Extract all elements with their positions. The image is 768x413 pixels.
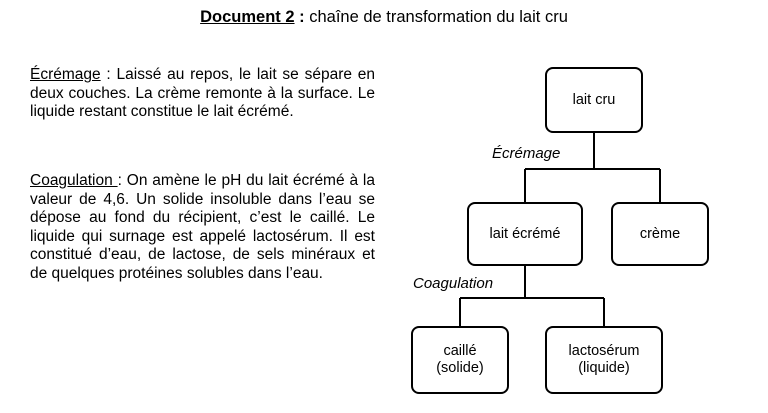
node-creme-label: crème: [639, 225, 681, 242]
term-coagulation: Coagulation: [30, 172, 118, 189]
node-lait-cru: [545, 67, 643, 133]
node-lait-ecreme-label: lait écrémé: [489, 225, 561, 242]
text-ecremage: : Laissé au repos, le lait se sépare en deux couches. La crème remonte à la surface. Le liquide restant constitue le lait écrémé.: [30, 66, 375, 120]
text-coagulation: : On amène le pH du lait écrémé à la valeur de 4,6. Un solide insoluble dans l’eau se dépose au fond du récipient, c’est le caillé. Le liquide qui surnage est appelé lactosérum. Il est constitué d’eau, de lactose, de sels minéraux et de quelques protéines solubles dans l’eau.: [30, 172, 375, 282]
node-caille: [411, 326, 509, 394]
title-colon: :: [294, 8, 305, 26]
step-label-coagulation: Coagulation: [413, 275, 494, 292]
node-lait-ecreme: [467, 202, 583, 266]
node-caille-label: caillé: [443, 343, 477, 359]
term-ecremage: Écrémage: [30, 66, 101, 83]
document-number: Document 2: [200, 8, 295, 26]
node-caille-state: (solide): [436, 360, 484, 376]
node-lactoserum-label: lactosérum: [568, 343, 640, 359]
node-creme: [611, 202, 709, 266]
node-lait-cru-label: lait cru: [572, 91, 616, 108]
node-lactoserum-state: (liquide): [578, 360, 630, 376]
title-text: chaîne de transformation du lait cru: [304, 8, 568, 26]
node-lactoserum: [545, 326, 663, 394]
step-label-ecremage: Écrémage: [492, 145, 561, 162]
